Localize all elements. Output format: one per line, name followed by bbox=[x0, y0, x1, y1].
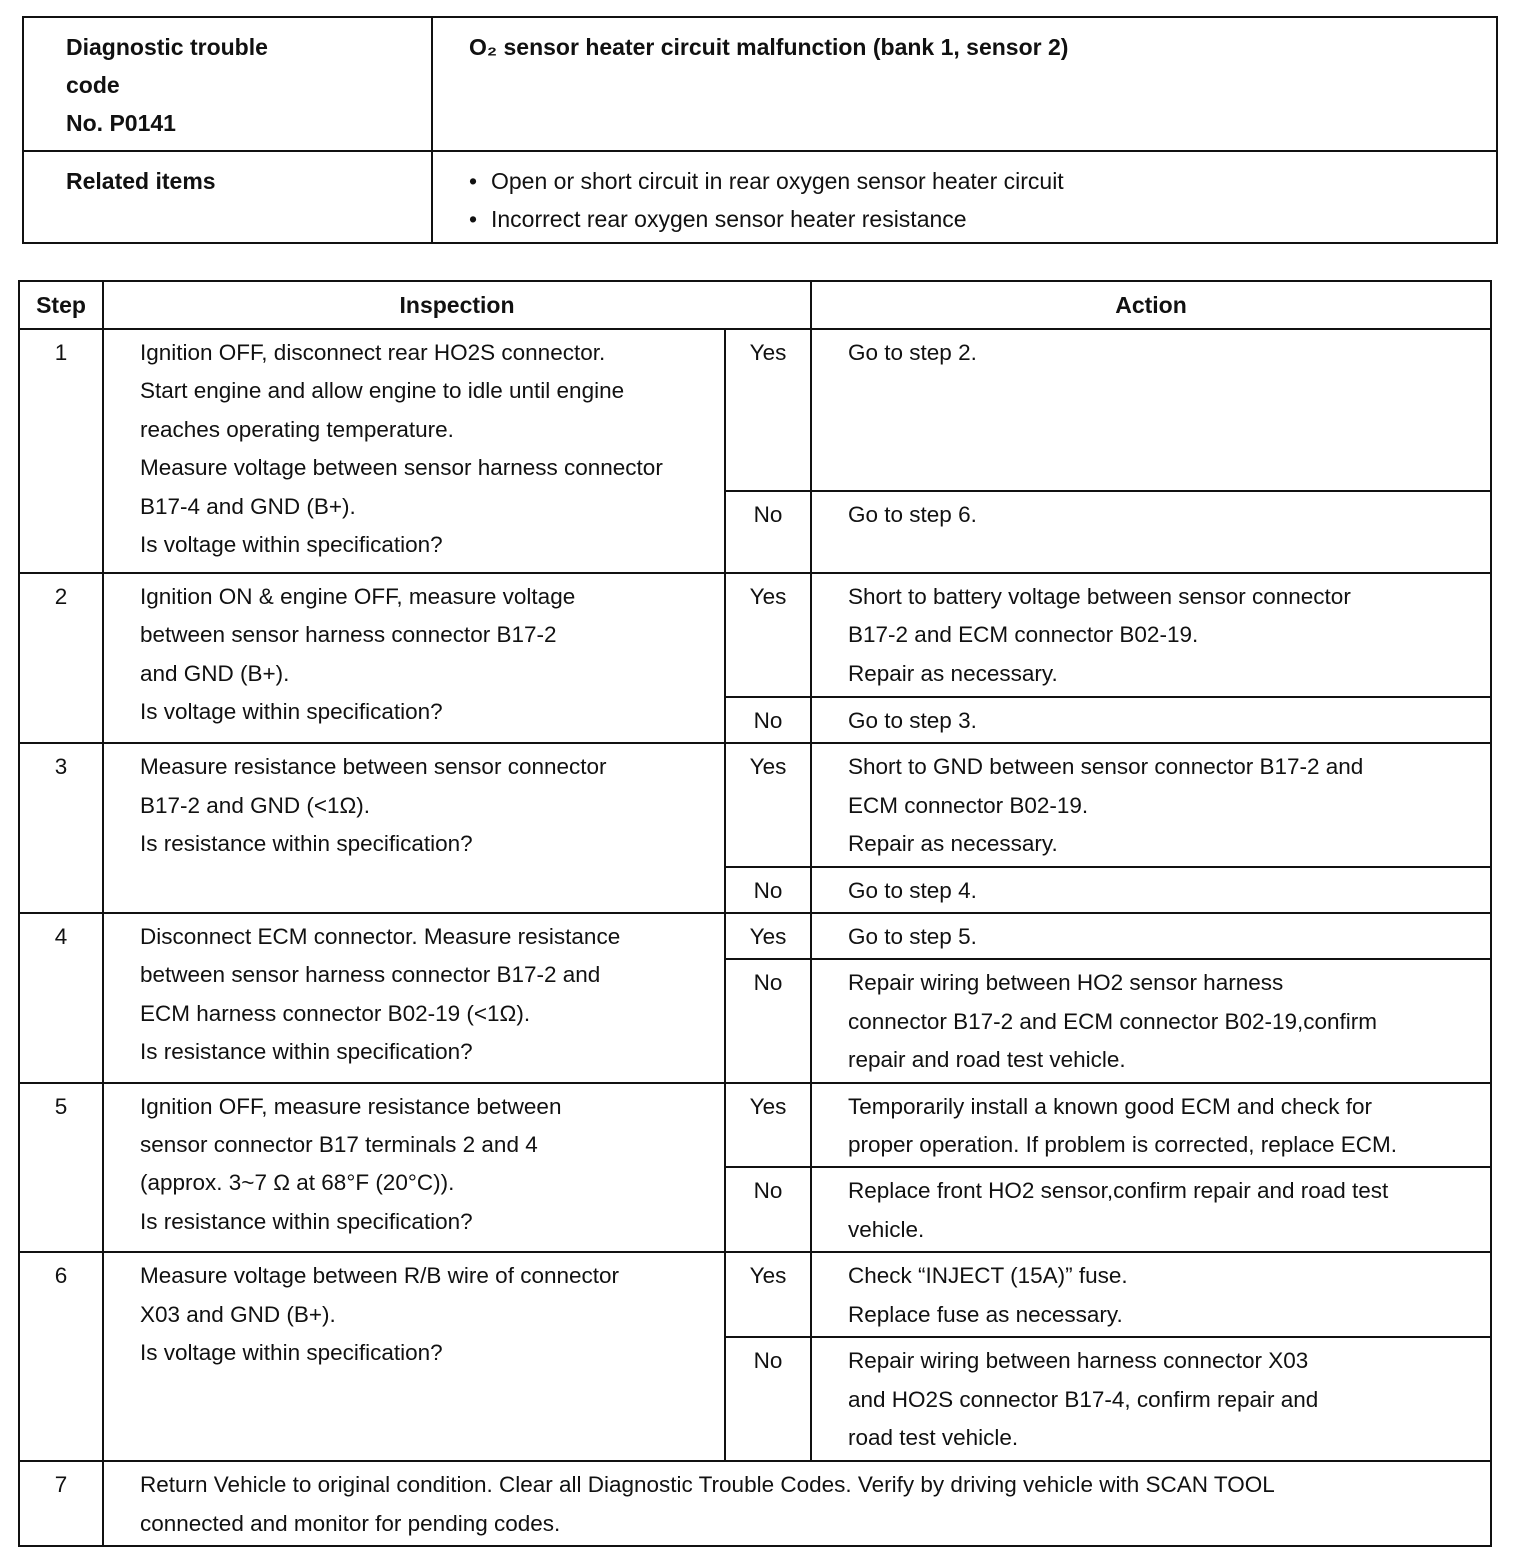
action-line: connector B17-2 and ECM connector B02-19,confirm bbox=[848, 1008, 1378, 1034]
inspection-line: reaches operating temperature. bbox=[140, 416, 454, 442]
inspection-line: ECM harness connector B02-19 (<1Ω). bbox=[140, 1000, 531, 1026]
no-action bbox=[811, 1167, 1491, 1252]
inspection-text bbox=[103, 329, 725, 573]
diagnostic-steps-table bbox=[18, 280, 1492, 1547]
inspection-line: between sensor harness connector B17-2 bbox=[140, 622, 557, 648]
action-line: and HO2S connector B17-4, confirm repair and bbox=[848, 1386, 1319, 1412]
step-number: 1 bbox=[19, 329, 103, 573]
inspection-text bbox=[103, 573, 725, 743]
inspection-text bbox=[103, 1252, 725, 1461]
inspection-line: Ignition OFF, measure resistance between bbox=[140, 1093, 562, 1119]
inspection-text bbox=[103, 913, 725, 1083]
action-line: Short to GND between sensor connector B17-2 and bbox=[848, 754, 1364, 780]
inspection-line: (approx. 3~7 Ω at 68°F (20°C)). bbox=[140, 1170, 455, 1196]
inspection-line: Start engine and allow engine to idle until engine bbox=[140, 378, 625, 404]
inspection-line: Disconnect ECM connector. Measure resistance bbox=[140, 924, 621, 950]
step-number: 4 bbox=[19, 913, 103, 1083]
step-row bbox=[19, 573, 1491, 697]
step-row bbox=[19, 1252, 1491, 1337]
step-number: 5 bbox=[19, 1083, 103, 1253]
dtc-code: No. P0141 bbox=[66, 110, 176, 136]
action-line: Go to step 2. bbox=[848, 340, 977, 365]
yes-action bbox=[811, 1252, 1491, 1337]
no-action bbox=[811, 697, 1491, 743]
inspection-line: Is voltage within specification? bbox=[140, 532, 443, 558]
inspection-line: Ignition OFF, disconnect rear HO2S connector. bbox=[140, 340, 606, 365]
yes-action bbox=[811, 1083, 1491, 1168]
related-items-row bbox=[23, 151, 1497, 243]
inspection-line: Measure voltage between sensor harness connector bbox=[140, 455, 663, 481]
related-items-cell bbox=[432, 151, 1497, 243]
action-line: repair and road test vehicle. bbox=[848, 1047, 1126, 1073]
inspection-line: Is voltage within specification? bbox=[140, 1340, 443, 1366]
inspection-line: Measure voltage between R/B wire of connector bbox=[140, 1263, 620, 1289]
yes-label: Yes bbox=[725, 1083, 811, 1168]
dtc-title: O₂ sensor heater circuit malfunction (bank 1, sensor 2) bbox=[469, 34, 1069, 60]
inspection-line: X03 and GND (B+). bbox=[140, 1301, 336, 1327]
yes-action bbox=[811, 743, 1491, 866]
dtc-label-cell bbox=[23, 17, 432, 151]
steps-body bbox=[19, 329, 1491, 1546]
final-step-row bbox=[19, 1461, 1491, 1546]
inspection-line: sensor connector B17 terminals 2 and 4 bbox=[140, 1132, 538, 1158]
no-label: No bbox=[725, 1167, 811, 1252]
inspection-line: Is voltage within specification? bbox=[140, 699, 443, 725]
inspection-line: Is resistance within specification? bbox=[140, 831, 473, 857]
final-step-line: Return Vehicle to original condition. Clear all Diagnostic Trouble Codes. Verify by driving vehicle with SCAN TOOL bbox=[140, 1472, 1275, 1498]
yes-label: Yes bbox=[725, 329, 811, 491]
action-line: Repair as necessary. bbox=[848, 660, 1058, 686]
action-line: ECM connector B02-19. bbox=[848, 792, 1089, 818]
step-row bbox=[19, 913, 1491, 959]
action-line: Replace front HO2 sensor,confirm repair and road test bbox=[848, 1178, 1389, 1204]
related-item: • Incorrect rear oxygen sensor heater resistance bbox=[469, 200, 1496, 238]
no-action bbox=[811, 491, 1491, 573]
no-label: No bbox=[725, 959, 811, 1082]
action-line: road test vehicle. bbox=[848, 1424, 1019, 1450]
related-label-cell bbox=[23, 151, 432, 243]
no-label: No bbox=[725, 1337, 811, 1461]
step-number: 7 bbox=[19, 1461, 103, 1546]
no-label: No bbox=[725, 491, 811, 573]
inspection-line: Is resistance within specification? bbox=[140, 1039, 473, 1065]
action-line: Go to step 5. bbox=[848, 924, 977, 950]
step-number: 3 bbox=[19, 743, 103, 913]
dtc-label-line: Diagnostic trouble bbox=[66, 34, 268, 60]
step-row bbox=[19, 329, 1491, 491]
action-line: Check “INJECT (15A)” fuse. bbox=[848, 1263, 1128, 1289]
no-action bbox=[811, 959, 1491, 1082]
inspection-line: between sensor harness connector B17-2 and bbox=[140, 962, 601, 988]
dtc-label-line: code bbox=[66, 72, 120, 98]
inspection-line: B17-2 and GND (<1Ω). bbox=[140, 792, 371, 818]
inspection-line: Measure resistance between sensor connector bbox=[140, 754, 607, 780]
action-line: Temporarily install a known good ECM and check for bbox=[848, 1093, 1373, 1119]
related-items-list bbox=[469, 162, 1496, 238]
no-action bbox=[811, 867, 1491, 913]
dtc-row bbox=[23, 17, 1497, 151]
final-step-text bbox=[103, 1461, 1491, 1546]
inspection-line: Is resistance within specification? bbox=[140, 1208, 473, 1234]
action-line: Go to step 4. bbox=[848, 877, 977, 903]
yes-label: Yes bbox=[725, 743, 811, 866]
yes-label: Yes bbox=[725, 913, 811, 959]
action-column-header: Action bbox=[811, 281, 1491, 329]
step-number: 6 bbox=[19, 1252, 103, 1461]
yes-label: Yes bbox=[725, 573, 811, 697]
inspection-line: B17-4 and GND (B+). bbox=[140, 493, 356, 519]
related-items-label: Related items bbox=[66, 168, 216, 194]
action-line: Go to step 6. bbox=[848, 502, 977, 527]
inspection-line: and GND (B+). bbox=[140, 660, 290, 686]
yes-label: Yes bbox=[725, 1252, 811, 1337]
table-header-row bbox=[19, 281, 1491, 329]
action-line: Go to step 3. bbox=[848, 708, 977, 733]
no-label: No bbox=[725, 867, 811, 913]
step-column-header: Step bbox=[19, 281, 103, 329]
step-row bbox=[19, 1083, 1491, 1168]
inspection-text bbox=[103, 743, 725, 913]
dtc-info-table bbox=[22, 16, 1498, 244]
yes-action bbox=[811, 913, 1491, 959]
inspection-column-header: Inspection bbox=[103, 281, 811, 329]
no-action bbox=[811, 1337, 1491, 1461]
action-line: proper operation. If problem is corrected, replace ECM. bbox=[848, 1132, 1398, 1158]
action-line: vehicle. bbox=[848, 1216, 925, 1242]
related-item: • Open or short circuit in rear oxygen sensor heater circuit bbox=[469, 162, 1496, 200]
action-line: Repair as necessary. bbox=[848, 831, 1058, 857]
inspection-line: Ignition ON & engine OFF, measure voltage bbox=[140, 584, 576, 609]
final-step-line: connected and monitor for pending codes. bbox=[140, 1510, 561, 1536]
action-line: B17-2 and ECM connector B02-19. bbox=[848, 622, 1199, 648]
action-line: Replace fuse as necessary. bbox=[848, 1301, 1123, 1327]
yes-action bbox=[811, 573, 1491, 697]
action-line: Repair wiring between HO2 sensor harness bbox=[848, 970, 1284, 996]
dtc-title-cell bbox=[432, 17, 1497, 151]
step-row bbox=[19, 743, 1491, 866]
yes-action bbox=[811, 329, 1491, 491]
action-line: Repair wiring between harness connector X03 bbox=[848, 1348, 1309, 1374]
action-line: Short to battery voltage between sensor connector bbox=[848, 584, 1351, 609]
inspection-text bbox=[103, 1083, 725, 1253]
step-number: 2 bbox=[19, 573, 103, 743]
no-label: No bbox=[725, 697, 811, 743]
